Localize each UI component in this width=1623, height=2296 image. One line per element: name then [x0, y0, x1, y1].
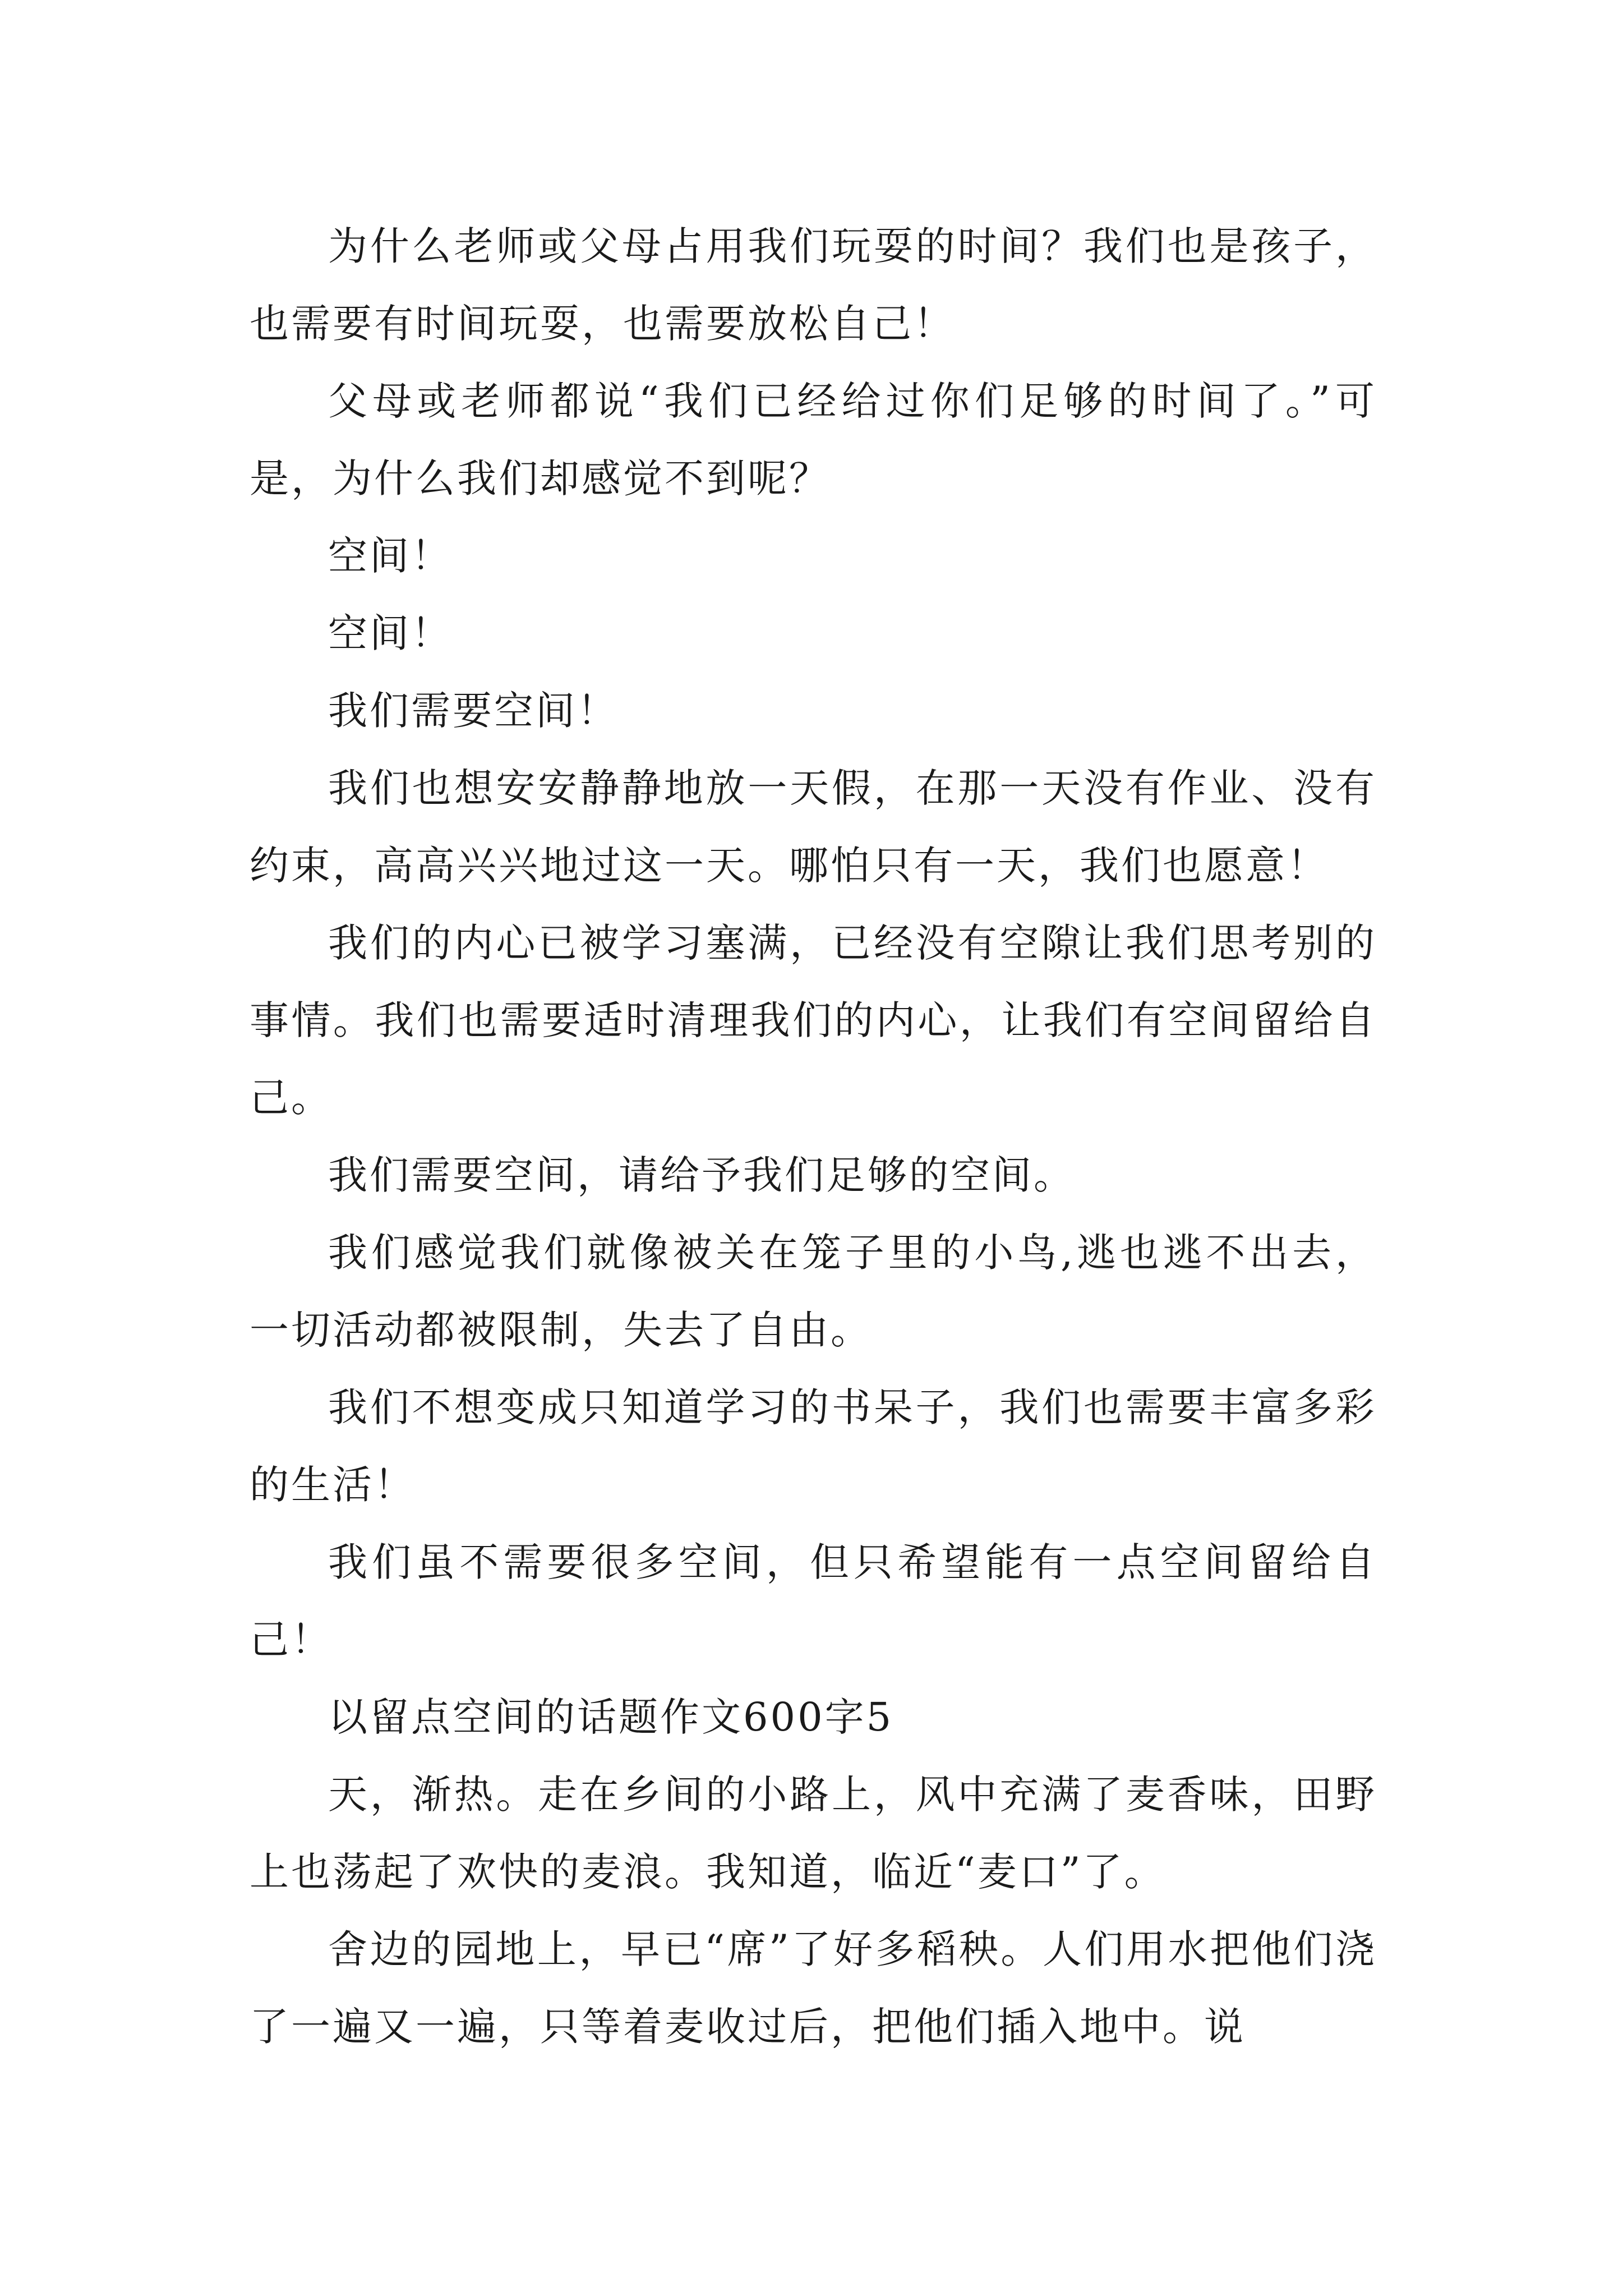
- paragraph: 我们需要空间，请给予我们足够的空间。: [328, 1152, 1075, 1198]
- paragraph: 我们不想变成只知道学习的书呆子，我们也需要丰富多彩的生活！: [250, 1384, 1377, 1508]
- paragraph: 空间！: [328, 533, 453, 579]
- paragraph: 我们虽不需要很多空间，但只希望能有一点空间留给自己！: [250, 1539, 1377, 1663]
- paragraph: 父母或老师都说“我们已经给过你们足够的时间了。”可是，为什么我们却感觉不到呢？: [250, 378, 1377, 501]
- paragraph: 我们需要空间！: [328, 688, 619, 734]
- paragraph: 我们感觉我们就像被关在笼子里的小鸟,逃也逃不出去，一切活动都被限制，失去了自由。: [250, 1230, 1377, 1353]
- paragraph: 我们也想安安静静地放一天假，在那一天没有作业、没有约束，高高兴兴地过这一天。哪怕只有一天，我们也愿意！: [250, 765, 1377, 889]
- paragraph: 空间！: [328, 610, 453, 656]
- paragraph: 舍边的园地上，早已“席”了好多稻秧。人们用水把他们浇了一遍又一遍，只等着麦收过后，把他们插入地中。说: [250, 1926, 1377, 2050]
- paragraph: 天，渐热。走在乡间的小路上，风中充满了麦香味，田野上也荡起了欢快的麦浪。我知道，临近“麦口”了。: [250, 1772, 1377, 1895]
- paragraph: 我们的内心已被学习塞满，已经没有空隙让我们思考别的事情。我们也需要适时清理我们的内心，让我们有空间留给自己。: [250, 920, 1377, 1121]
- essay-body: [250, 208, 1377, 2065]
- paragraph: 为什么老师或父母占用我们玩耍的时间？我们也是孩子，也需要有时间玩耍，也需要放松自己！: [250, 223, 1377, 347]
- section-heading: 以留点空间的话题作文600字5: [328, 1694, 894, 1740]
